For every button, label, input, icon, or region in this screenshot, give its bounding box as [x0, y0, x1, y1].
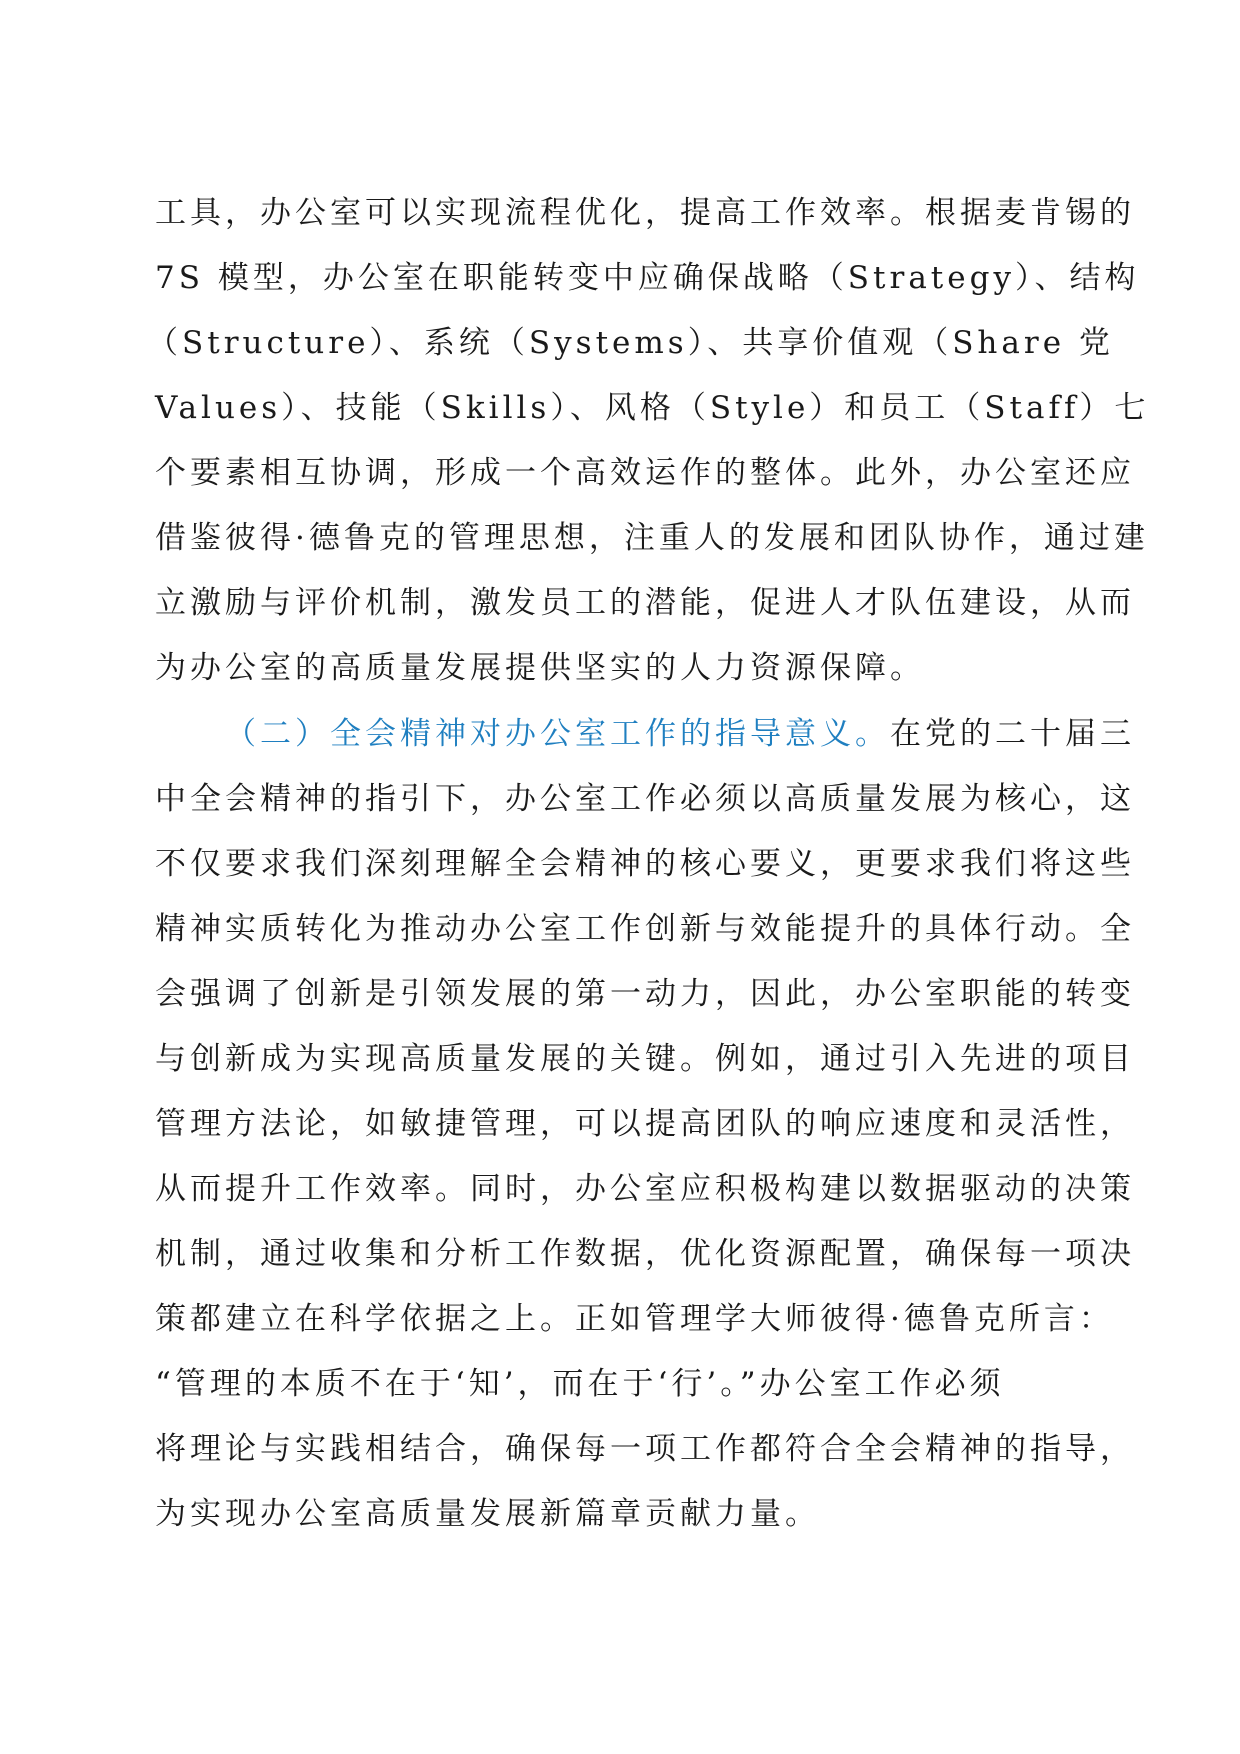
paragraph2-line-6: 与创新成为实现高质量发展的关键。例如，通过引入先进的项目 — [155, 1041, 1135, 1077]
paragraph2-line-4: 精神实质转化为推动办公室工作创新与效能提升的具体行动。全 — [155, 911, 1135, 947]
paragraph1-line-6: 借鉴彼得·德鲁克的管理思想，注重人的发展和团队协作，通过建 — [155, 520, 1149, 556]
paragraph2-line-13: 为实现办公室高质量发展新篇章贡献力量。 — [155, 1496, 820, 1532]
paragraph2-line-8: 从而提升工作效率。同时，办公室应积极构建以数据驱动的决策 — [155, 1171, 1135, 1207]
paragraph2-line-7: 管理方法论，如敏捷管理，可以提高团队的响应速度和灵活性， — [155, 1106, 1135, 1142]
paragraph2-first-line-text: 在党的二十届三 — [890, 716, 1135, 752]
paragraph1-line-2: 7S 模型，办公室在职能转变中应确保战略（Strategy）、结构 — [155, 260, 1140, 296]
paragraph1-line-5: 个要素相互协调，形成一个高效运作的整体。此外，办公室还应 — [155, 455, 1135, 491]
paragraph2-line-9: 机制，通过收集和分析工作数据，优化资源配置，确保每一项决 — [155, 1236, 1135, 1272]
paragraph1-line-8: 为办公室的高质量发展提供坚实的人力资源保障。 — [155, 650, 925, 686]
paragraph1-line-4: Values）、技能（Skills）、风格（Style）和员工（Staff）七 — [155, 390, 1150, 426]
paragraph1-line-3: （Structure）、系统（Systems）、共享价值观（Share 党 — [147, 325, 1114, 361]
paragraph2-line-3: 不仅要求我们深刻理解全会精神的核心要义，更要求我们将这些 — [155, 846, 1135, 882]
paragraph2-line-5: 会强调了创新是引领发展的第一动力，因此，办公室职能的转变 — [155, 976, 1135, 1012]
paragraph2-line-2: 中全会精神的指引下，办公室工作必须以高质量发展为核心，这 — [155, 781, 1135, 817]
paragraph2-line-12: 将理论与实践相结合，确保每一项工作都符合全会精神的指导， — [155, 1431, 1135, 1467]
paragraph1-line-7: 立激励与评价机制，激发员工的潜能，促进人才队伍建设，从而 — [155, 585, 1135, 621]
paragraph2-first-line — [225, 714, 1135, 754]
paragraph1-line-1: 工具，办公室可以实现流程优化，提高工作效率。根据麦肯锡的 — [155, 195, 1135, 231]
paragraph2-line-11: “管理的本质不在于‘知’，而在于‘行’。”办公室工作必须 — [155, 1366, 1005, 1402]
paragraph2-line-10: 策都建立在科学依据之上。正如管理学大师彼得·德鲁克所言： — [155, 1301, 1114, 1337]
section-heading: （二）全会精神对办公室工作的指导意义。 — [225, 716, 890, 752]
